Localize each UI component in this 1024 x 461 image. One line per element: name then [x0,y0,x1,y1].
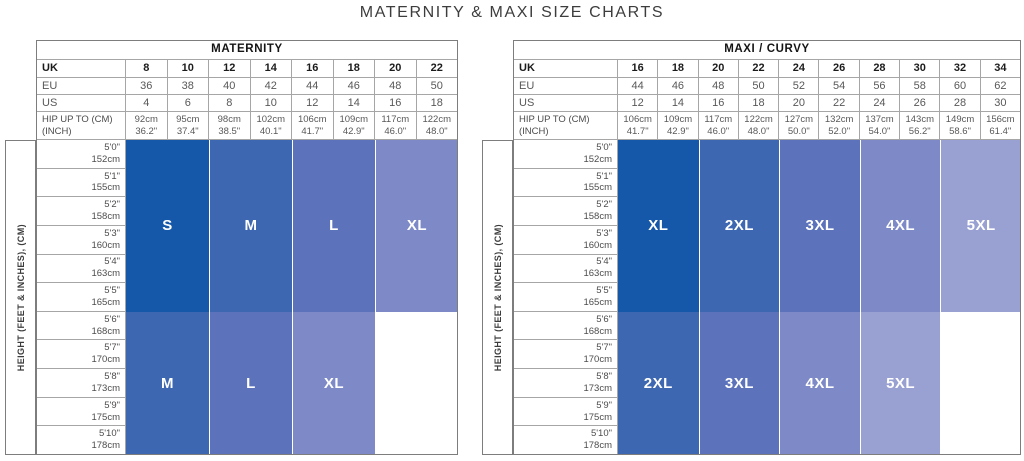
hip-cm-value: 95cm [176,113,200,125]
height-feet-value: 5'9" [104,399,120,411]
height-feet-value: 5'6" [596,313,612,325]
height-row-cell [36,426,126,455]
hip-size-cell [618,112,658,140]
eu-size-cell: 46 [658,78,698,95]
height-feet-value: 5'5" [596,285,612,297]
height-row-cell [513,197,618,226]
height-axis-label [5,140,36,455]
height-cm-value: 170cm [583,354,612,366]
hip-cm-value: 92cm [134,113,158,125]
height-row-cell [36,226,126,255]
us-size-cell: 4 [126,95,168,112]
hip-inch-value: 36.2" [135,125,158,137]
size-block: L [292,140,375,312]
us-size-cell: 16 [375,95,417,112]
height-row-cell [513,140,618,169]
height-feet-value: 5'7" [596,342,612,354]
chart-header-cell: MATERNITY [36,40,458,60]
height-cm-value: 160cm [91,239,120,251]
us-size-cell: 8 [209,95,251,112]
height-cm-value: 178cm [583,440,612,452]
size-block: 3XL [699,312,780,455]
height-cm-value: 168cm [583,325,612,337]
size-block: M [209,140,292,312]
us-size-cell: 12 [618,95,658,112]
height-feet-value: 5'1" [104,170,120,182]
height-row-cell [513,340,618,369]
hip-size-cell [375,112,417,140]
height-feet-value: 5'7" [104,342,120,354]
us-size-cell: 28 [940,95,980,112]
eu-size-cell: 56 [860,78,900,95]
size-block: S [126,140,209,312]
page-title: MATERNITY & MAXI SIZE CHARTS [359,4,665,21]
us-size-cell: 24 [860,95,900,112]
hip-inch-value: 42.9" [667,125,689,137]
height-feet-value: 5'6" [104,313,120,325]
eu-size-cell: 54 [819,78,859,95]
height-cm-value: 175cm [91,411,120,423]
hip-cm-value: 149cm [945,113,975,125]
us-size-cell: 26 [900,95,940,112]
eu-size-cell: 36 [126,78,168,95]
hip-size-cell [699,112,739,140]
hip-size-cell [940,112,980,140]
hip-cm-value: 102cm [256,113,285,125]
height-row-cell [36,140,126,169]
height-feet-value: 5'1" [596,170,612,182]
uk-size-cell: 32 [940,60,980,78]
hip-cm-value: 132cm [824,113,854,125]
height-row-cell [36,369,126,398]
height-cm-value: 163cm [91,268,120,280]
eu-size-cell: 58 [900,78,940,95]
height-feet-value: 5'9" [596,399,612,411]
height-cm-value: 173cm [91,382,120,394]
size-block: 2XL [618,312,699,455]
height-row-cell [36,340,126,369]
eu-size-cell: 44 [618,78,658,95]
height-feet-value: 5'2" [104,199,120,211]
hip-label-line1: HIP UP TO (CM) [42,113,113,125]
height-row-cell [36,197,126,226]
eu-size-cell: 48 [375,78,417,95]
us-row-label: US [513,95,618,112]
height-row-cell [513,369,618,398]
uk-size-cell: 22 [739,60,779,78]
hip-inch-value: 48.0" [425,125,448,137]
hip-inch-value: 41.7" [626,125,649,137]
hip-inch-value: 41.7" [301,125,324,137]
height-row-cell [36,398,126,427]
uk-size-cell: 8 [126,60,168,78]
height-row-cell [36,283,126,312]
us-size-cell: 14 [334,95,376,112]
hip-inch-value: 42.9" [342,125,365,137]
uk-size-cell: 26 [819,60,859,78]
hip-cm-value: 127cm [784,113,814,125]
height-feet-value: 5'0" [596,141,612,153]
hip-cm-value: 117cm [381,113,410,125]
height-row-cell [513,312,618,341]
us-row-label: US [36,95,126,112]
height-cm-value: 165cm [91,296,120,308]
hip-size-cell [417,112,459,140]
height-row-cell [36,255,126,284]
hip-size-cell [779,112,819,140]
uk-size-cell: 10 [168,60,210,78]
hip-size-cell [981,112,1021,140]
eu-size-cell: 62 [981,78,1021,95]
hip-cm-value: 122cm [744,113,773,125]
hip-inch-value: 58.6" [949,125,971,137]
size-block: XL [618,140,699,312]
uk-size-cell: 20 [699,60,739,78]
size-block: 3XL [779,140,860,312]
hip-size-cell [819,112,859,140]
hip-size-cell [860,112,900,140]
height-cm-value: 168cm [91,325,120,337]
height-cm-value: 163cm [583,268,612,280]
uk-size-cell: 30 [900,60,940,78]
hip-inch-value: 56.2" [908,125,931,137]
height-cm-value: 178cm [91,440,120,452]
height-cm-value: 155cm [91,182,120,194]
height-feet-value: 5'8" [104,371,120,383]
height-cm-value: 165cm [583,296,612,308]
us-size-cell: 22 [819,95,859,112]
eu-size-cell: 40 [209,78,251,95]
eu-size-cell: 44 [292,78,334,95]
uk-size-cell: 24 [779,60,819,78]
chart-header-cell: MAXI / CURVY [513,40,1021,60]
hip-size-cell [292,112,334,140]
hip-inch-value: 38.5" [218,125,241,137]
uk-size-cell: 22 [417,60,459,78]
height-feet-value: 5'10" [98,428,120,440]
height-feet-value: 5'8" [596,371,612,383]
hip-size-cell [126,112,168,140]
hip-cm-value: 106cm [297,113,327,125]
eu-size-cell: 60 [940,78,980,95]
uk-size-cell: 34 [981,60,1021,78]
hip-label-line2: (INCH) [42,125,72,137]
hip-cm-value: 109cm [663,113,693,125]
uk-size-cell: 14 [251,60,293,78]
size-block: 4XL [779,312,860,455]
us-size-cell: 18 [417,95,459,112]
height-row-cell [513,255,618,284]
uk-size-cell: 20 [375,60,417,78]
hip-inch-value: 40.1" [259,125,282,137]
hip-inch-value: 46.0" [384,125,407,137]
eu-size-cell: 50 [739,78,779,95]
hip-cm-value: 106cm [623,113,652,125]
hip-cm-value: 143cm [905,113,934,125]
hip-label-line1: HIP UP TO (CM) [519,113,590,125]
hip-row-label [513,112,618,140]
height-feet-value: 5'5" [104,285,120,297]
height-feet-value: 5'4" [596,256,612,268]
height-cm-value: 155cm [583,182,612,194]
size-block: M [126,312,209,455]
size-block: L [209,312,292,455]
eu-row-label: EU [36,78,126,95]
hip-cm-value: 122cm [422,113,451,125]
hip-inch-value: 54.0" [868,125,891,137]
hip-inch-value: 52.0" [828,125,851,137]
eu-size-cell: 38 [168,78,210,95]
size-block: XL [375,140,458,312]
uk-size-cell: 28 [860,60,900,78]
height-cm-value: 173cm [583,382,612,394]
hip-size-cell [900,112,940,140]
hip-inch-value: 37.4" [176,125,199,137]
height-row-cell [36,169,126,198]
hip-cm-value: 117cm [704,113,733,125]
us-size-cell: 18 [739,95,779,112]
hip-size-cell [739,112,779,140]
eu-row-label: EU [513,78,618,95]
hip-inch-value: 50.0" [787,125,810,137]
maxi-curvy-size-chart [482,40,1021,455]
size-block: 4XL [860,140,941,312]
height-cm-value: 158cm [583,211,612,223]
us-size-cell: 12 [292,95,334,112]
hip-size-cell [209,112,251,140]
hip-row-label [36,112,126,140]
hip-inch-value: 46.0" [707,125,730,137]
hip-cm-value: 98cm [217,113,241,125]
hip-size-cell [334,112,376,140]
us-size-cell: 6 [168,95,210,112]
hip-cm-value: 156cm [986,113,1015,125]
uk-row-label: UK [36,60,126,78]
height-axis-label-text: HEIGHT (FEET & INCHES), (CM) [15,223,26,372]
hip-label-line2: (INCH) [519,125,549,137]
size-block: 5XL [940,140,1021,312]
height-row-cell [513,398,618,427]
us-size-cell: 16 [699,95,739,112]
eu-size-cell: 50 [417,78,459,95]
height-row-cell [513,226,618,255]
us-size-cell: 14 [658,95,698,112]
height-feet-value: 5'3" [596,227,612,239]
size-block: 2XL [699,140,780,312]
height-feet-value: 5'0" [104,141,120,153]
uk-size-cell: 16 [618,60,658,78]
height-cm-value: 158cm [91,211,120,223]
us-size-cell: 30 [981,95,1021,112]
height-row-cell [513,169,618,198]
maternity-size-chart [5,40,458,455]
height-row-cell [513,283,618,312]
height-feet-value: 5'10" [590,428,612,440]
height-feet-value: 5'3" [104,227,120,239]
size-block: 5XL [860,312,941,455]
us-size-cell: 10 [251,95,293,112]
hip-cm-value: 137cm [865,113,894,125]
hip-size-cell [251,112,293,140]
height-cm-value: 152cm [91,153,120,165]
eu-size-cell: 42 [251,78,293,95]
us-size-cell: 20 [779,95,819,112]
height-row-cell [513,426,618,455]
hip-inch-value: 48.0" [747,125,770,137]
size-block: XL [292,312,375,455]
uk-size-cell: 18 [658,60,698,78]
eu-size-cell: 52 [779,78,819,95]
uk-size-cell: 12 [209,60,251,78]
hip-size-cell [658,112,698,140]
height-cm-value: 152cm [583,153,612,165]
height-axis-label-text: HEIGHT (FEET & INCHES), (CM) [492,223,503,372]
height-feet-value: 5'2" [596,199,612,211]
eu-size-cell: 48 [699,78,739,95]
uk-row-label: UK [513,60,618,78]
height-row-cell [36,312,126,341]
height-feet-value: 5'4" [104,256,120,268]
height-cm-value: 160cm [583,239,612,251]
hip-cm-value: 109cm [339,113,368,125]
height-cm-value: 175cm [583,411,612,423]
hip-inch-value: 61.4" [989,125,1012,137]
hip-size-cell [168,112,210,140]
height-axis-label [482,140,513,455]
eu-size-cell: 46 [334,78,376,95]
uk-size-cell: 18 [334,60,376,78]
height-cm-value: 170cm [91,354,120,366]
uk-size-cell: 16 [292,60,334,78]
